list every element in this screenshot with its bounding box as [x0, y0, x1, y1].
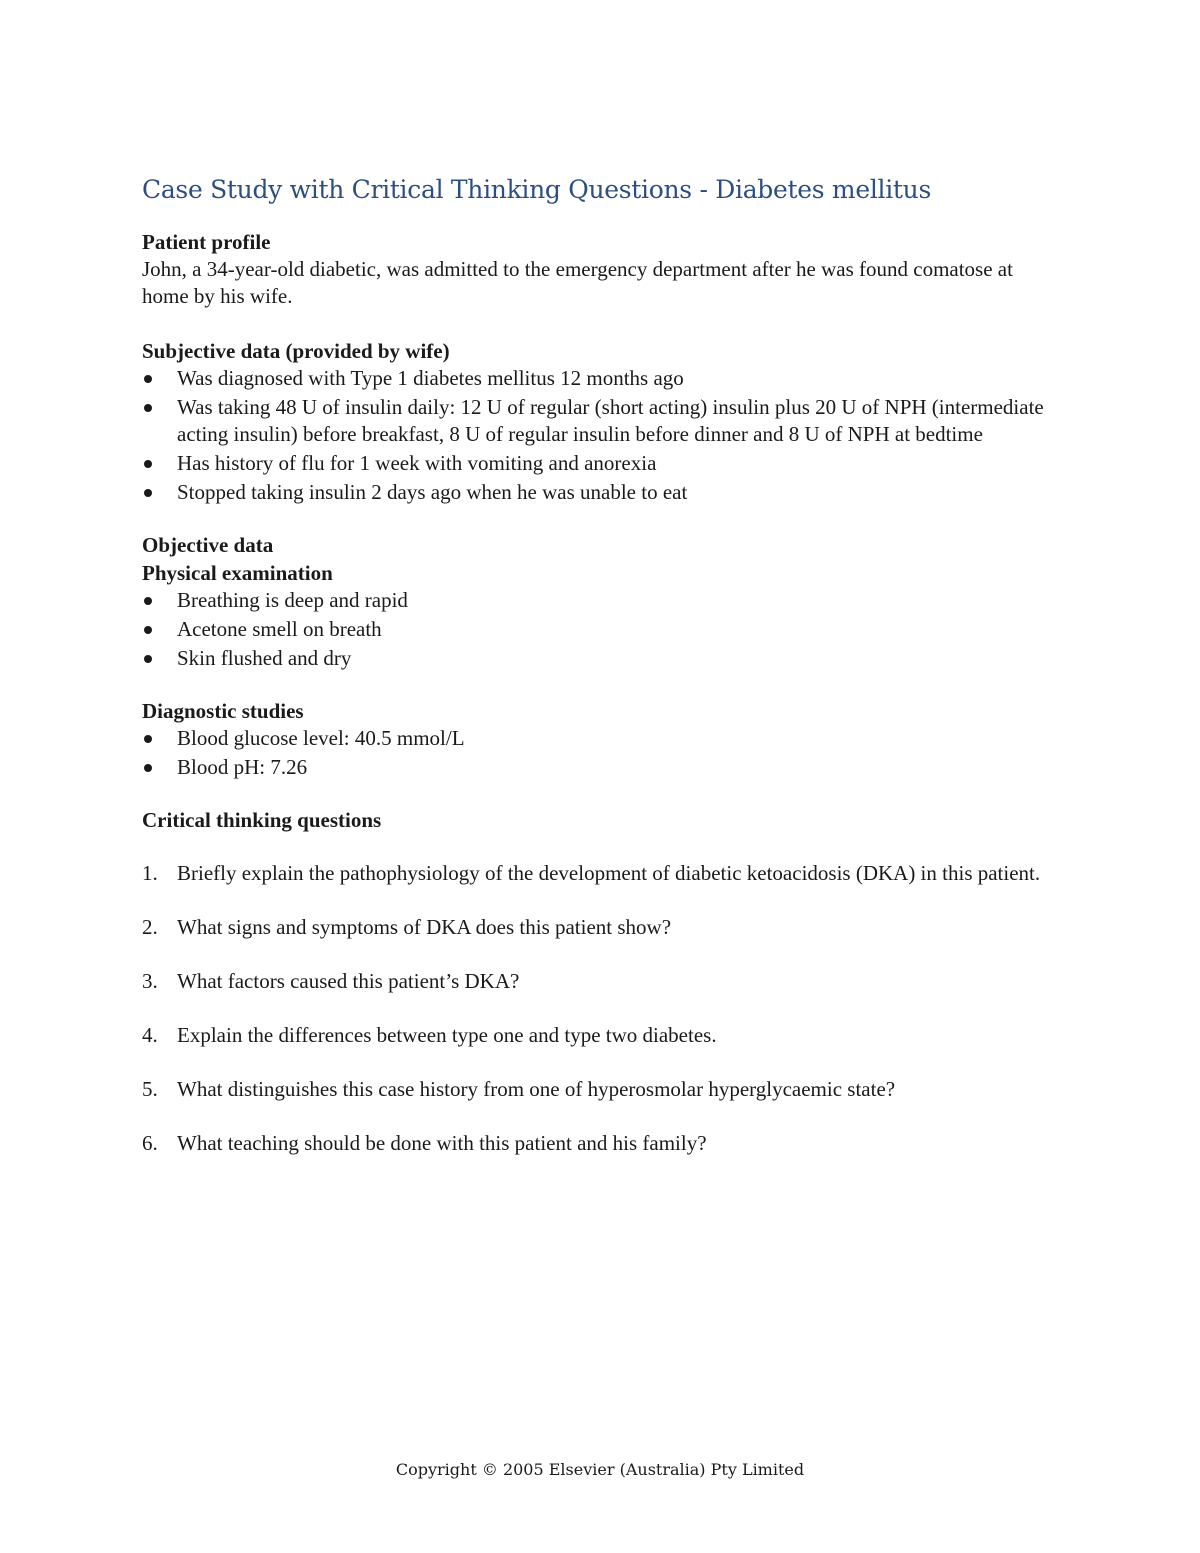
- physical-examination-heading: Physical examination: [142, 561, 333, 585]
- document-page: [142, 170, 1062, 1184]
- diagnostic-studies-list: [142, 725, 1062, 781]
- question-number: 1.: [142, 861, 158, 885]
- bullet-icon: [144, 375, 152, 383]
- question-number: 4.: [142, 1023, 158, 1047]
- bullet-icon: [144, 655, 152, 663]
- objective-data-heading: Objective data: [142, 533, 274, 557]
- list-item-text: Was taking 48 U of insulin daily: 12 U of regular (short acting) insulin plus 20 U of NPH (intermediate acting insulin) before breakfast, 8 U of regular insulin before dinner and 8 U of NPH at bedtime: [177, 395, 1044, 446]
- list-item: [142, 450, 1062, 477]
- list-item: [142, 365, 1062, 392]
- list-item-text: Was diagnosed with Type 1 diabetes mellitus 12 months ago: [177, 366, 684, 390]
- critical-thinking-questions: [142, 860, 1062, 1157]
- list-item: [142, 479, 1062, 506]
- copyright-footer: Copyright © 2005 Elsevier (Australia) Pty Limited: [395, 1460, 805, 1479]
- question-text: What signs and symptoms of DKA does this patient show?: [177, 915, 672, 939]
- bullet-icon: [144, 764, 152, 772]
- subjective-data-section: [142, 337, 1062, 506]
- question-text: What factors caused this patient’s DKA?: [177, 969, 520, 993]
- question-number: 3.: [142, 969, 158, 993]
- list-item: [142, 394, 1062, 448]
- question-item: [142, 1130, 1062, 1157]
- critical-thinking-heading: Critical thinking questions: [142, 808, 382, 832]
- question-item: [142, 1076, 1062, 1103]
- list-item-text: Skin flushed and dry: [177, 646, 352, 670]
- question-number: 5.: [142, 1077, 158, 1101]
- critical-thinking-section: [142, 806, 1062, 1157]
- question-item: [142, 1022, 1062, 1049]
- patient-profile-heading: Patient profile: [142, 230, 271, 254]
- question-number: 6.: [142, 1131, 158, 1155]
- question-item: [142, 968, 1062, 995]
- list-item: [142, 645, 1062, 672]
- page-title: Case Study with Critical Thinking Questions - Diabetes mellitus: [142, 175, 931, 204]
- list-item-text: Has history of flu for 1 week with vomiting and anorexia: [177, 451, 657, 475]
- bullet-icon: [144, 460, 152, 468]
- question-number: 2.: [142, 915, 158, 939]
- question-text: Briefly explain the pathophysiology of the development of diabetic ketoacidosis (DKA) in this patient.: [177, 861, 1041, 885]
- diagnostic-studies-heading: Diagnostic studies: [142, 699, 304, 723]
- question-item: [142, 914, 1062, 941]
- list-item-text: Blood glucose level: 40.5 mmol/L: [177, 726, 465, 750]
- list-item-text: Stopped taking insulin 2 days ago when he was unable to eat: [177, 480, 688, 504]
- list-item: [142, 587, 1062, 614]
- list-item: [142, 616, 1062, 643]
- patient-profile-text: John, a 34-year-old diabetic, was admitted to the emergency department after he was found comatose at home by his wife.: [142, 257, 1013, 308]
- question-text: What distinguishes this case history from one of hyperosmolar hyperglycaemic state?: [177, 1077, 896, 1101]
- bullet-icon: [144, 489, 152, 497]
- bullet-icon: [144, 404, 152, 412]
- list-item: [142, 725, 1062, 752]
- question-text: What teaching should be done with this patient and his family?: [177, 1131, 707, 1155]
- subjective-data-heading: Subjective data (provided by wife): [142, 339, 450, 363]
- patient-profile-section: [142, 228, 1062, 310]
- list-item-text: Acetone smell on breath: [177, 617, 382, 641]
- bullet-icon: [144, 735, 152, 743]
- list-item-text: Blood pH: 7.26: [177, 755, 308, 779]
- question-item: [142, 860, 1062, 887]
- objective-data-section: [142, 531, 1062, 672]
- diagnostic-studies-section: [142, 697, 1062, 781]
- physical-examination-list: [142, 587, 1062, 672]
- list-item-text: Breathing is deep and rapid: [177, 588, 408, 612]
- subjective-data-list: [142, 365, 1062, 506]
- list-item: [142, 754, 1062, 781]
- bullet-icon: [144, 597, 152, 605]
- question-text: Explain the differences between type one and type two diabetes.: [177, 1023, 717, 1047]
- bullet-icon: [144, 626, 152, 634]
